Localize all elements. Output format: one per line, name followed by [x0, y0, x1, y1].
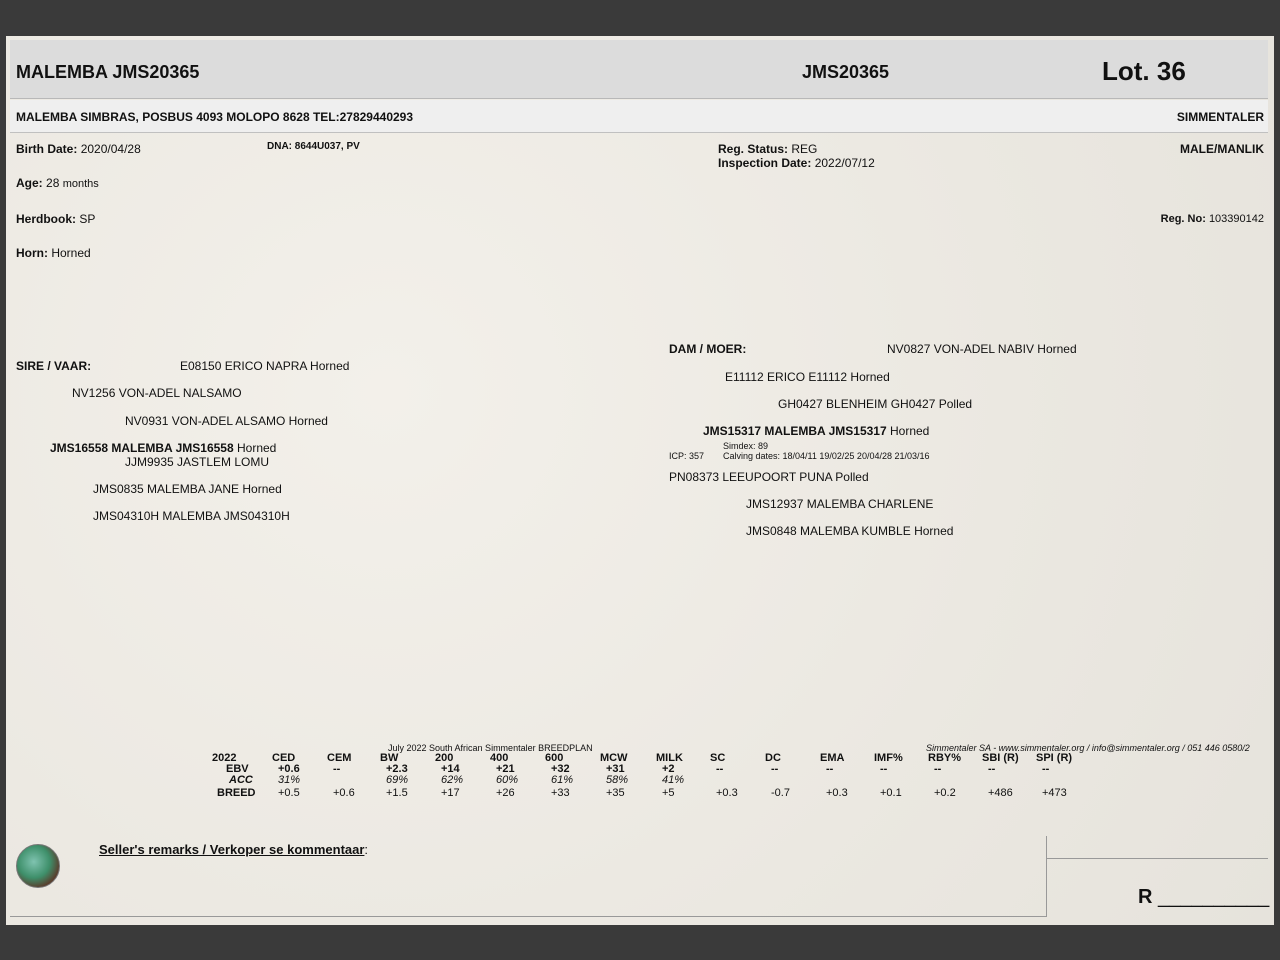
birth-date-label: Birth Date: [16, 142, 78, 156]
inspection-label: Inspection Date: [718, 156, 812, 170]
dam-sire: E11112 ERICO E11112 Horned [725, 370, 890, 384]
ebv-value-14: -- [1042, 763, 1050, 775]
header-bar [10, 40, 1268, 99]
ebv-header-2: BW [380, 752, 399, 764]
herdbook [16, 212, 95, 226]
inspection-date [718, 156, 875, 170]
society-logo-icon [16, 844, 60, 888]
ebv-value-0: +0.6 [278, 763, 300, 775]
ebv-header-11: IMF% [874, 752, 903, 764]
price-currency: R [1138, 886, 1153, 908]
ebv-value-8: -- [716, 763, 724, 775]
age-unit: months [62, 178, 99, 190]
sire: E08150 ERICO NAPRA Horned [180, 359, 350, 373]
reg-no-label: Reg. No: [1160, 213, 1206, 225]
sex: MALE/MANLIK [1180, 142, 1264, 156]
lot-number: Lot. 36 [1102, 56, 1186, 86]
ebv-value-12: -- [934, 763, 942, 775]
age-label: Age: [16, 176, 43, 190]
animal-id: JMS20365 [802, 62, 890, 82]
ebv-value-1: -- [333, 763, 341, 775]
acc-value-2: 69% [386, 774, 409, 786]
catalog-card [6, 36, 1274, 925]
ebv-value-9: -- [771, 763, 779, 775]
ebv-header-12: RBY% [928, 752, 962, 764]
ebv-value-2: +2.3 [386, 763, 408, 775]
ebv-header-10: EMA [820, 752, 845, 764]
breed-value-8: +0.3 [716, 787, 738, 799]
ebv-value-11: -- [880, 763, 888, 775]
sire-label: SIRE / VAAR: [16, 359, 92, 373]
ebv-value-4: +21 [496, 763, 515, 775]
sire-dam-sire: JJM9935 JASTLEM LOMU [125, 455, 270, 469]
breed-value-4: +26 [496, 787, 515, 799]
dam [703, 424, 929, 438]
ebv-header-13: SBI (R) [982, 752, 1019, 764]
horn-value: Horned [51, 246, 91, 260]
horn-label: Horn: [16, 246, 48, 260]
breedplan-contact: Simmentaler SA - www.simmentaler.org / info@simmentaler.org / 051 446 0580/2 [926, 743, 1250, 753]
owner-line: MALEMBA SIMBRAS, POSBUS 4093 MOLOPO 8628 TEL:27829440293 [16, 110, 414, 124]
ebv-header-8: SC [710, 752, 726, 764]
sire-sire: NV1256 VON-ADEL NALSAMO [72, 386, 242, 400]
remarks [99, 842, 368, 857]
acc-value-4: 60% [496, 774, 519, 786]
animal-name: MALEMBA JMS20365 [16, 62, 200, 82]
ebv-row-label: EBV [226, 763, 249, 775]
acc-value-5: 61% [551, 774, 574, 786]
breed-value-14: +473 [1042, 787, 1067, 799]
reg-status-label: Reg. Status: [718, 142, 789, 156]
ebv-value-6: +31 [606, 763, 625, 775]
price-line: __________ [1158, 886, 1270, 908]
sire-sire-dam: NV0931 VON-ADEL ALSAMO Horned [125, 414, 328, 428]
dam-icp: ICP: 357 [669, 451, 705, 461]
inspection-value: 2022/07/12 [814, 156, 875, 170]
dam-name: JMS15317 MALEMBA JMS15317 [703, 424, 887, 438]
dam-label: DAM / MOER: [669, 342, 747, 356]
breed-value-11: +0.1 [880, 787, 902, 799]
herdbook-label: Herdbook: [16, 212, 76, 226]
dam-sire-sire: NV0827 VON-ADEL NABIV Horned [887, 342, 1077, 356]
birth-date [16, 142, 141, 156]
sire-dam-dam: JMS0835 MALEMBA JANE Horned [93, 482, 282, 496]
price-box-top [1046, 836, 1268, 859]
acc-row-label: ACC [229, 774, 253, 786]
breed-value-10: +0.3 [826, 787, 848, 799]
birth-date-value: 2020/04/28 [80, 142, 141, 156]
acc-value-3: 62% [441, 774, 464, 786]
acc-value-6: 58% [606, 774, 629, 786]
dam-calving-dates: Calving dates: 18/04/11 19/02/25 20/04/28 21/03/16 [723, 451, 930, 461]
breedplan-title: July 2022 South African Simmentaler BREEDPLAN [388, 743, 593, 753]
acc-value-7: 41% [662, 774, 685, 786]
ebv-header-3: 200 [435, 752, 454, 764]
breed-name: SIMMENTALER [1176, 110, 1264, 124]
breed-value-13: +486 [988, 787, 1013, 799]
dam-dam-dam: JMS0848 MALEMBA KUMBLE Horned [746, 524, 954, 538]
reg-no [1161, 213, 1264, 225]
ebv-value-5: +32 [551, 763, 570, 775]
dam-simdex: Simdex: 89 [723, 441, 769, 451]
breed-value-12: +0.2 [934, 787, 956, 799]
horn [16, 246, 91, 260]
breed-row-label: BREED [217, 787, 256, 799]
breed-value-2: +1.5 [386, 787, 408, 799]
owner-bar [10, 100, 1268, 133]
reg-status-value: REG [791, 142, 818, 156]
age-value: 28 [46, 176, 60, 190]
ebv-header-9: DC [765, 752, 781, 764]
sire-dam-dam-dam: JMS04310H MALEMBA JMS04310H [93, 509, 290, 523]
ebv-header-7: MILK [656, 752, 683, 764]
breed-value-9: -0.7 [771, 787, 790, 799]
acc-value-0: 31% [278, 774, 301, 786]
sire-dam-name: JMS16558 MALEMBA JMS16558 [50, 441, 234, 455]
dam-dam: JMS12937 MALEMBA CHARLENE [746, 497, 934, 511]
remarks-label: Seller's remarks / Verkoper se kommentaar [99, 842, 365, 857]
breed-value-1: +0.6 [333, 787, 355, 799]
ebv-header-6: MCW [600, 752, 628, 764]
dam-horn: Horned [889, 424, 930, 438]
breed-value-6: +35 [606, 787, 625, 799]
ebv-header-14: SPI (R) [1036, 752, 1073, 764]
remarks-colon: : [364, 842, 369, 857]
dam-dam-sire: PN08373 LEEUPOORT PUNA Polled [669, 470, 869, 484]
ebv-header-4: 400 [490, 752, 509, 764]
dam-sire-dam: GH0427 BLENHEIM GH0427 Polled [778, 397, 973, 411]
reg-status [718, 142, 817, 156]
ebv-header-0: CED [272, 752, 296, 764]
price-field[interactable] [1138, 886, 1269, 909]
breed-value-7: +5 [662, 787, 675, 799]
sire-dam-horn: Horned [236, 441, 277, 455]
ebv-year: 2022 [212, 752, 237, 764]
reg-no-value: 103390142 [1208, 213, 1264, 225]
age [16, 176, 99, 190]
breed-value-5: +33 [551, 787, 570, 799]
breed-value-0: +0.5 [278, 787, 300, 799]
ebv-header-5: 600 [545, 752, 564, 764]
ebv-value-13: -- [988, 763, 996, 775]
sire-dam [50, 441, 276, 455]
ebv-header-1: CEM [327, 752, 352, 764]
ebv-value-10: -- [826, 763, 834, 775]
ebv-value-3: +14 [441, 763, 460, 775]
herdbook-value: SP [79, 212, 96, 226]
breed-value-3: +17 [441, 787, 460, 799]
ebv-value-7: +2 [662, 763, 675, 775]
dna-info: DNA: 8644U037, PV [267, 141, 360, 152]
